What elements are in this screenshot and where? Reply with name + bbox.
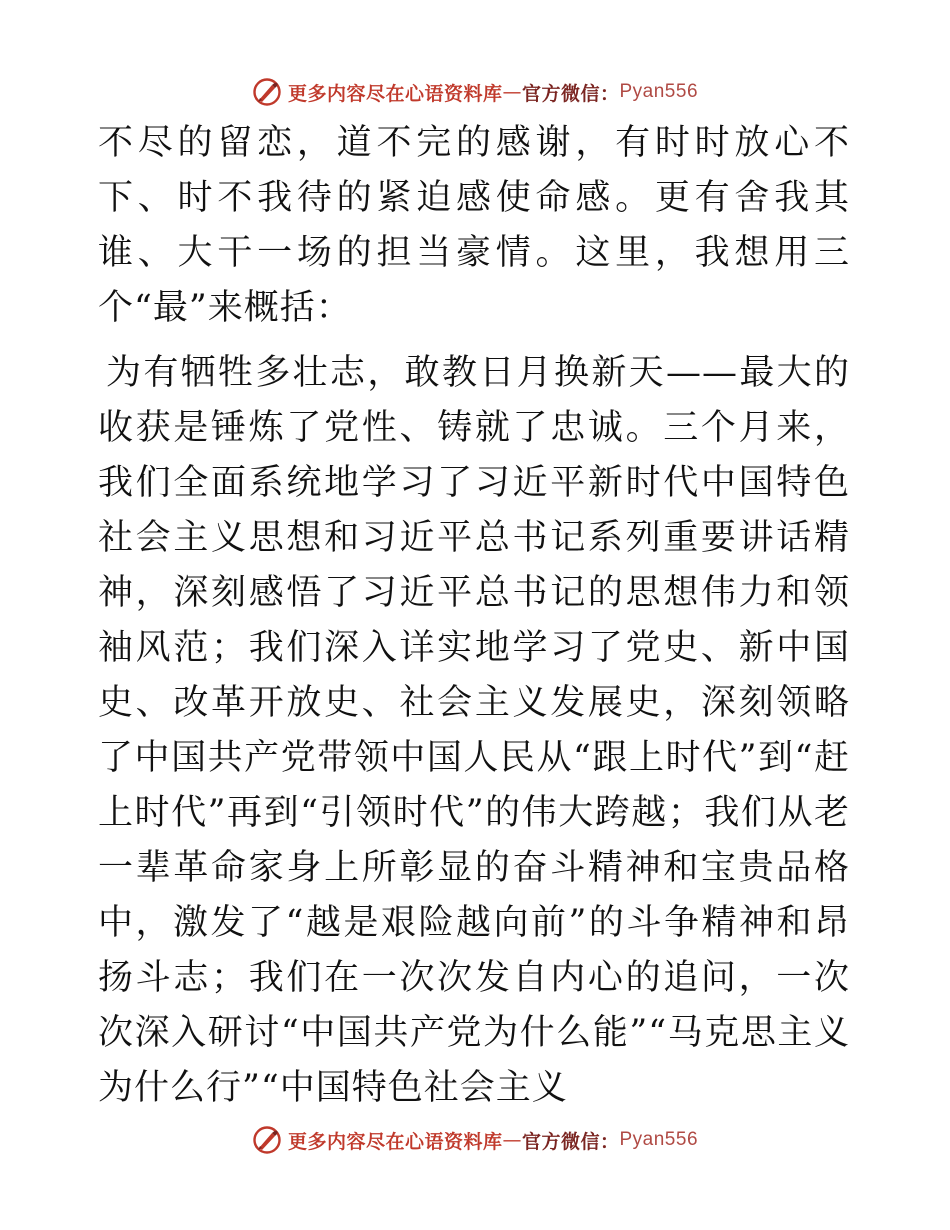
footer-banner-separator: — (502, 1129, 522, 1151)
header-banner-wechat-label: 官方微信： (521, 82, 620, 105)
paragraph-1: 不尽的留恋，道不完的感谢，有时时放心不下、时不我待的紧迫感使命感。更有舍我其谁、大干一场的担当豪情。这里，我想用三个“最”来概括： (98, 123, 850, 328)
footer-banner-wechat-id: Pyan556 (619, 1129, 699, 1150)
quill-logo-icon (252, 77, 282, 107)
quill-logo-icon (252, 1125, 282, 1155)
footer-banner-main: 更多内容尽在心语资料库 (287, 1130, 503, 1153)
footer-banner-wechat-label: 官方微信： (521, 1130, 620, 1153)
header-banner-main: 更多内容尽在心语资料库 (287, 82, 503, 105)
paragraph-2: 为有牺牲多壮志，敢教日月换新天——最大的收获是锤炼了党性、铸就了忠诚。三个月来，我们全面系统地学习了习近平新时代中国特色社会主义思想和习近平总书记系列重要讲话精神，深刻感悟了习近平总书记的思想伟力和领袖风范；我们深入详实地学习了党史、新中国史、改革开放史、社会主义发展史，深刻领略了中国共产党带领中国人民从“跟上时代”到“赶上时代”再到“引领时代”的伟大跨越；我们从老一辈革命家身上所彰显的奋斗精神和宝贵品格中，激发了“越是艰险越向前”的斗争精神和昂扬斗志；我们在一次次发自内心的追问，一次次深入研讨“中国共产党为什么能”“马克思主义为什么行”“中国特色社会主义 (98, 353, 850, 1108)
footer-banner (0, 1120, 950, 1160)
header-banner (0, 72, 950, 112)
body-text (98, 116, 850, 1116)
header-banner-wechat-id: Pyan556 (619, 81, 699, 102)
header-banner-separator: — (502, 81, 522, 103)
